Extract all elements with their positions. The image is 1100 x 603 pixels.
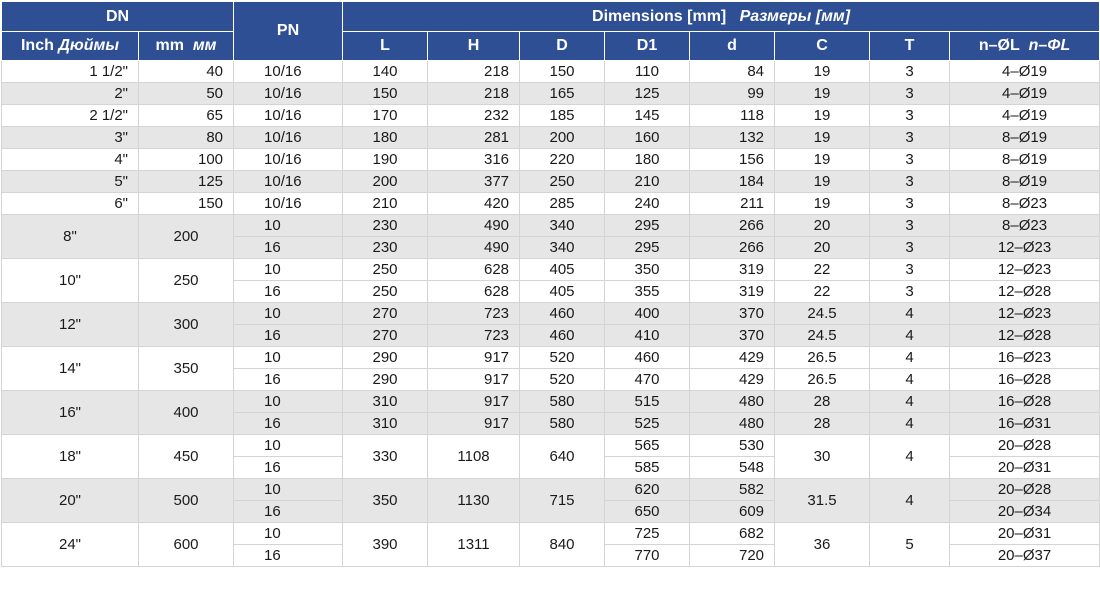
d-cell: 429 [690,347,775,369]
mm-cell: 350 [139,347,234,391]
T-cell: 4 [870,369,950,391]
d-cell: 118 [690,105,775,127]
d-cell: 99 [690,83,775,105]
D-cell: 460 [520,325,605,347]
mm-header-ru: мм [192,37,217,54]
pn-cell: 10 [234,523,343,545]
D1-cell: 160 [605,127,690,149]
pn-cell: 10/16 [234,149,343,171]
col-C-header: C [775,32,870,61]
pn-cell: 10 [234,435,343,457]
inch-header [2,32,139,61]
d-cell: 682 [690,523,775,545]
d-cell: 720 [690,545,775,567]
D-cell: 715 [520,479,605,523]
T-cell: 3 [870,193,950,215]
L-cell: 250 [343,281,428,303]
D1-cell: 350 [605,259,690,281]
table-row [2,171,1100,193]
inch-cell: 1 1/2" [2,61,139,83]
inch-cell: 24" [2,523,139,567]
holes-cell: 16–Ø28 [950,369,1100,391]
table-row [2,215,1100,237]
D1-cell: 565 [605,435,690,457]
D-cell: 200 [520,127,605,149]
D-cell: 640 [520,435,605,479]
L-cell: 390 [343,523,428,567]
H-cell: 316 [428,149,520,171]
inch-cell: 20" [2,479,139,523]
mm-header-en: mm [155,37,184,54]
pn-cell: 10 [234,347,343,369]
inch-header-ru: Дюймы [58,37,119,54]
mm-cell: 80 [139,127,234,149]
C-cell: 26.5 [775,369,870,391]
d-cell: 184 [690,171,775,193]
d-cell: 582 [690,479,775,501]
pn-cell: 16 [234,457,343,479]
D1-cell: 515 [605,391,690,413]
T-cell: 3 [870,127,950,149]
mm-cell: 250 [139,259,234,303]
pn-cell: 10/16 [234,105,343,127]
inch-cell: 16" [2,391,139,435]
table-row [2,259,1100,281]
H-cell: 281 [428,127,520,149]
H-cell: 917 [428,369,520,391]
D1-cell: 210 [605,171,690,193]
col-D-header: D [520,32,605,61]
T-cell: 4 [870,347,950,369]
d-cell: 319 [690,281,775,303]
pn-cell: 16 [234,281,343,303]
pn-cell: 16 [234,501,343,523]
inch-cell: 14" [2,347,139,391]
inch-cell: 2 1/2" [2,105,139,127]
D1-cell: 470 [605,369,690,391]
L-cell: 170 [343,105,428,127]
d-cell: 266 [690,237,775,259]
dimensions-header [343,2,1100,32]
mm-cell: 200 [139,215,234,259]
D-cell: 150 [520,61,605,83]
C-cell: 19 [775,61,870,83]
D-cell: 165 [520,83,605,105]
D1-cell: 650 [605,501,690,523]
holes-cell: 8–Ø19 [950,127,1100,149]
mm-cell: 450 [139,435,234,479]
D1-cell: 410 [605,325,690,347]
H-cell: 917 [428,391,520,413]
H-cell: 1108 [428,435,520,479]
pn-cell: 10 [234,479,343,501]
table-row [2,303,1100,325]
L-cell: 180 [343,127,428,149]
T-cell: 4 [870,435,950,479]
inch-cell: 18" [2,435,139,479]
pn-cell: 10 [234,259,343,281]
d-cell: 429 [690,369,775,391]
d-cell: 156 [690,149,775,171]
holes-cell: 20–Ø37 [950,545,1100,567]
col-D1-header: D1 [605,32,690,61]
holes-cell: 16–Ø23 [950,347,1100,369]
C-cell: 19 [775,127,870,149]
holes-header-en: n–ØL [978,37,1020,54]
D1-cell: 355 [605,281,690,303]
D-cell: 340 [520,237,605,259]
H-cell: 1311 [428,523,520,567]
D1-cell: 725 [605,523,690,545]
d-cell: 132 [690,127,775,149]
C-cell: 28 [775,413,870,435]
holes-cell: 12–Ø23 [950,237,1100,259]
H-cell: 232 [428,105,520,127]
mm-cell: 400 [139,391,234,435]
C-cell: 26.5 [775,347,870,369]
pn-cell: 16 [234,369,343,391]
C-cell: 30 [775,435,870,479]
L-cell: 270 [343,303,428,325]
table-row [2,83,1100,105]
D1-cell: 295 [605,237,690,259]
holes-cell: 8–Ø19 [950,171,1100,193]
D-cell: 580 [520,413,605,435]
holes-cell: 20–Ø34 [950,501,1100,523]
mm-cell: 40 [139,61,234,83]
inch-cell: 3" [2,127,139,149]
pn-cell: 10 [234,215,343,237]
table-row [2,193,1100,215]
inch-cell: 5" [2,171,139,193]
C-cell: 19 [775,83,870,105]
C-cell: 19 [775,149,870,171]
T-cell: 3 [870,281,950,303]
C-cell: 22 [775,259,870,281]
D1-cell: 180 [605,149,690,171]
T-cell: 3 [870,105,950,127]
H-cell: 490 [428,215,520,237]
d-cell: 480 [690,413,775,435]
H-cell: 1130 [428,479,520,523]
pn-cell: 10 [234,303,343,325]
L-cell: 190 [343,149,428,171]
holes-header-ru: n–ΦL [1028,37,1071,54]
holes-cell: 20–Ø31 [950,523,1100,545]
D-cell: 520 [520,369,605,391]
D-cell: 405 [520,281,605,303]
H-cell: 377 [428,171,520,193]
mm-cell: 150 [139,193,234,215]
inch-cell: 4" [2,149,139,171]
holes-cell: 16–Ø28 [950,391,1100,413]
L-cell: 200 [343,171,428,193]
L-cell: 350 [343,479,428,523]
D-cell: 285 [520,193,605,215]
T-cell: 3 [870,83,950,105]
inch-cell: 8" [2,215,139,259]
C-cell: 28 [775,391,870,413]
T-cell: 4 [870,391,950,413]
holes-header [950,32,1100,61]
D1-cell: 125 [605,83,690,105]
holes-cell: 20–Ø28 [950,435,1100,457]
table-row [2,523,1100,545]
pn-cell: 16 [234,325,343,347]
pn-cell: 16 [234,413,343,435]
C-cell: 20 [775,215,870,237]
D1-cell: 525 [605,413,690,435]
T-cell: 4 [870,325,950,347]
D1-cell: 620 [605,479,690,501]
C-cell: 24.5 [775,303,870,325]
L-cell: 310 [343,391,428,413]
col-L-header: L [343,32,428,61]
H-cell: 628 [428,259,520,281]
table-row [2,479,1100,501]
dimensions-header-en: Dimensions [mm] [592,7,727,25]
d-cell: 84 [690,61,775,83]
L-cell: 150 [343,83,428,105]
mm-cell: 600 [139,523,234,567]
L-cell: 230 [343,215,428,237]
D1-cell: 110 [605,61,690,83]
dn-header: DN [2,2,234,32]
H-cell: 420 [428,193,520,215]
d-cell: 319 [690,259,775,281]
holes-cell: 8–Ø23 [950,193,1100,215]
C-cell: 20 [775,237,870,259]
mm-cell: 125 [139,171,234,193]
holes-cell: 16–Ø31 [950,413,1100,435]
pn-cell: 16 [234,545,343,567]
mm-header [139,32,234,61]
T-cell: 4 [870,413,950,435]
d-cell: 211 [690,193,775,215]
pn-cell: 10/16 [234,61,343,83]
holes-cell: 8–Ø19 [950,149,1100,171]
inch-cell: 12" [2,303,139,347]
T-cell: 3 [870,237,950,259]
H-cell: 917 [428,347,520,369]
d-cell: 370 [690,303,775,325]
holes-cell: 8–Ø23 [950,215,1100,237]
pn-header: PN [234,2,343,61]
T-cell: 4 [870,479,950,523]
table-row [2,127,1100,149]
T-cell: 3 [870,259,950,281]
L-cell: 210 [343,193,428,215]
d-cell: 548 [690,457,775,479]
pn-cell: 10/16 [234,171,343,193]
D-cell: 405 [520,259,605,281]
dimensions-header-ru: Размеры [мм] [739,7,851,25]
holes-cell: 4–Ø19 [950,61,1100,83]
L-cell: 290 [343,347,428,369]
pn-cell: 10/16 [234,127,343,149]
D1-cell: 585 [605,457,690,479]
D1-cell: 770 [605,545,690,567]
C-cell: 19 [775,105,870,127]
D-cell: 250 [520,171,605,193]
D1-cell: 400 [605,303,690,325]
mm-cell: 300 [139,303,234,347]
H-cell: 490 [428,237,520,259]
H-cell: 723 [428,325,520,347]
col-d-header: d [690,32,775,61]
table-row [2,391,1100,413]
D-cell: 580 [520,391,605,413]
holes-cell: 12–Ø23 [950,303,1100,325]
holes-cell: 12–Ø23 [950,259,1100,281]
L-cell: 290 [343,369,428,391]
L-cell: 270 [343,325,428,347]
d-cell: 609 [690,501,775,523]
table-body [2,61,1100,567]
L-cell: 140 [343,61,428,83]
mm-cell: 50 [139,83,234,105]
C-cell: 19 [775,193,870,215]
table-row [2,347,1100,369]
d-cell: 530 [690,435,775,457]
T-cell: 3 [870,215,950,237]
table-row [2,105,1100,127]
pn-cell: 10 [234,391,343,413]
T-cell: 3 [870,171,950,193]
inch-cell: 10" [2,259,139,303]
holes-cell: 20–Ø31 [950,457,1100,479]
table-row [2,435,1100,457]
H-cell: 723 [428,303,520,325]
pn-cell: 10/16 [234,193,343,215]
col-H-header: H [428,32,520,61]
L-cell: 250 [343,259,428,281]
T-cell: 5 [870,523,950,567]
d-cell: 370 [690,325,775,347]
T-cell: 3 [870,61,950,83]
pn-cell: 16 [234,237,343,259]
D-cell: 220 [520,149,605,171]
holes-cell: 12–Ø28 [950,281,1100,303]
D1-cell: 240 [605,193,690,215]
holes-cell: 4–Ø19 [950,105,1100,127]
table-row [2,61,1100,83]
T-cell: 4 [870,303,950,325]
dimensions-table [1,1,1100,567]
H-cell: 218 [428,83,520,105]
table-row [2,149,1100,171]
D1-cell: 295 [605,215,690,237]
D-cell: 185 [520,105,605,127]
D1-cell: 145 [605,105,690,127]
D-cell: 840 [520,523,605,567]
D-cell: 520 [520,347,605,369]
mm-cell: 65 [139,105,234,127]
H-cell: 628 [428,281,520,303]
inch-cell: 6" [2,193,139,215]
holes-cell: 12–Ø28 [950,325,1100,347]
D1-cell: 460 [605,347,690,369]
H-cell: 218 [428,61,520,83]
C-cell: 31.5 [775,479,870,523]
inch-header-en: Inch [20,37,54,54]
D-cell: 340 [520,215,605,237]
C-cell: 24.5 [775,325,870,347]
pn-cell: 10/16 [234,83,343,105]
L-cell: 330 [343,435,428,479]
T-cell: 3 [870,149,950,171]
holes-cell: 4–Ø19 [950,83,1100,105]
d-cell: 266 [690,215,775,237]
D-cell: 460 [520,303,605,325]
L-cell: 230 [343,237,428,259]
C-cell: 19 [775,171,870,193]
holes-cell: 20–Ø28 [950,479,1100,501]
col-T-header: T [870,32,950,61]
mm-cell: 100 [139,149,234,171]
mm-cell: 500 [139,479,234,523]
H-cell: 917 [428,413,520,435]
C-cell: 22 [775,281,870,303]
C-cell: 36 [775,523,870,567]
L-cell: 310 [343,413,428,435]
d-cell: 480 [690,391,775,413]
inch-cell: 2" [2,83,139,105]
